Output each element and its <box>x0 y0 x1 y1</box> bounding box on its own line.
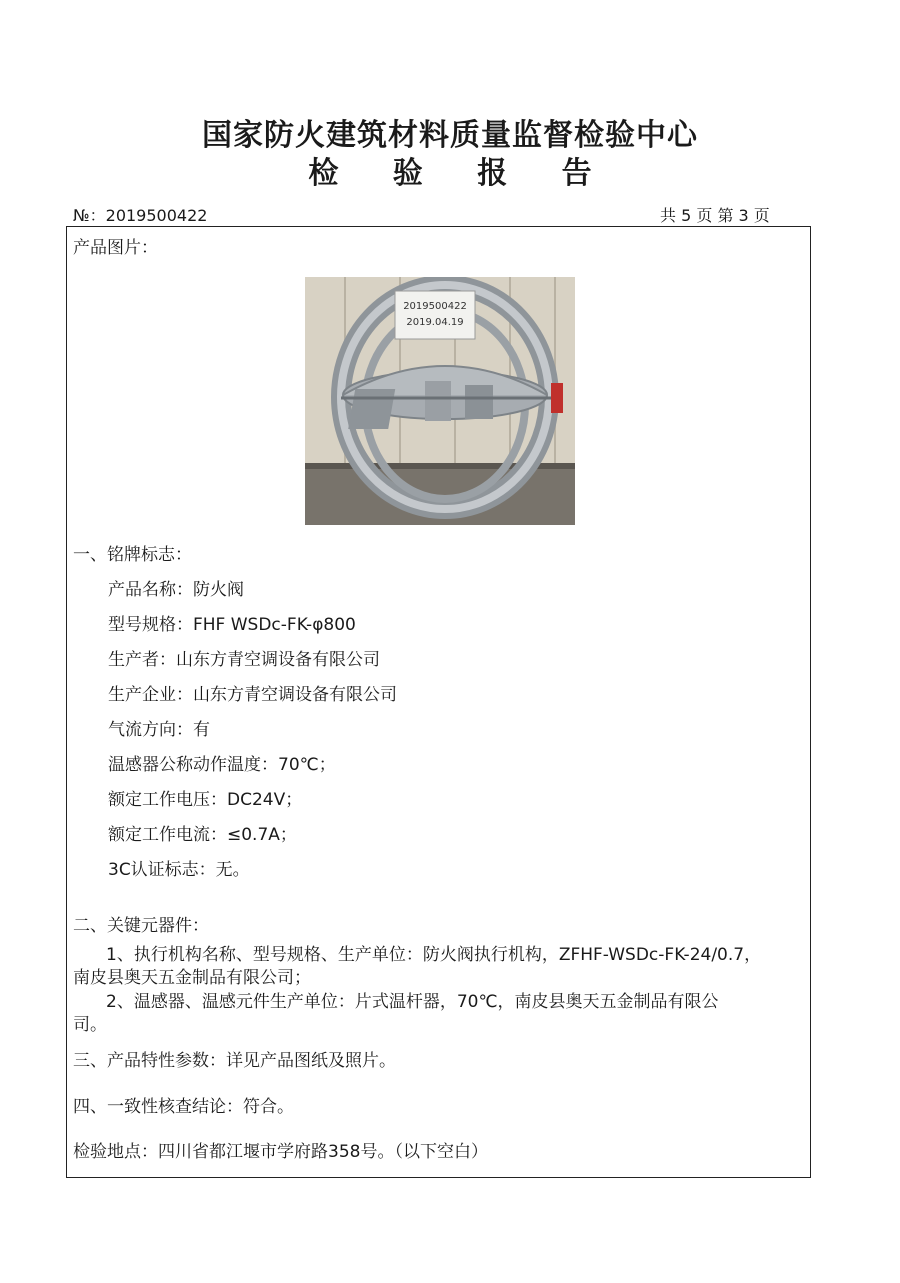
components-heading: 二、关键元器件： <box>73 916 209 936</box>
product-photo <box>305 277 575 525</box>
product-name: 产品名称：防火阀 <box>108 580 244 600</box>
photo-tag-number: 2019500422 <box>403 301 467 312</box>
component-2-line2: 司。 <box>73 1015 107 1035</box>
inspection-location: 检验地点：四川省都江堰市学府路358号。（以下空白） <box>73 1142 488 1162</box>
rated-voltage: 额定工作电压：DC24V； <box>108 790 303 810</box>
conclusion: 四、一致性核查结论：符合。 <box>73 1097 294 1117</box>
component-1-line2: 南皮县奥天五金制品有限公司； <box>73 968 311 988</box>
model-spec: 型号规格：FHF WSDc-FK-φ800 <box>108 615 356 635</box>
rated-current: 额定工作电流：≤0.7A； <box>108 825 297 845</box>
sensor-temperature: 温感器公称动作温度：70℃； <box>108 755 336 775</box>
characteristics: 三、产品特性参数：详见产品图纸及照片。 <box>73 1051 396 1071</box>
producer: 生产者：山东方青空调设备有限公司 <box>108 650 380 670</box>
report-title: 检 验 报 告 <box>308 156 614 191</box>
component-2-line1: 2、温感器、温感元件生产单位：片式温杆器，70℃，南皮县奥天五金制品有限公 <box>106 992 719 1012</box>
page-info: 共 5 页 第 3 页 <box>660 206 770 225</box>
report-number: №：2019500422 <box>73 206 208 225</box>
ccc-mark: 3C认证标志：无。 <box>108 860 250 880</box>
airflow-direction: 气流方向：有 <box>108 720 210 740</box>
photo-label: 产品图片： <box>73 238 158 258</box>
photo-tag-date: 2019.04.19 <box>406 317 464 328</box>
nameplate-heading: 一、铭牌标志： <box>73 545 192 565</box>
manufacturer: 生产企业：山东方青空调设备有限公司 <box>108 685 397 705</box>
component-1-line1: 1、执行机构名称、型号规格、生产单位：防火阀执行机构，ZFHF-WSDc-FK-24/0.7， <box>106 945 762 965</box>
org-title: 国家防火建筑材料质量监督检验中心 <box>202 118 698 153</box>
